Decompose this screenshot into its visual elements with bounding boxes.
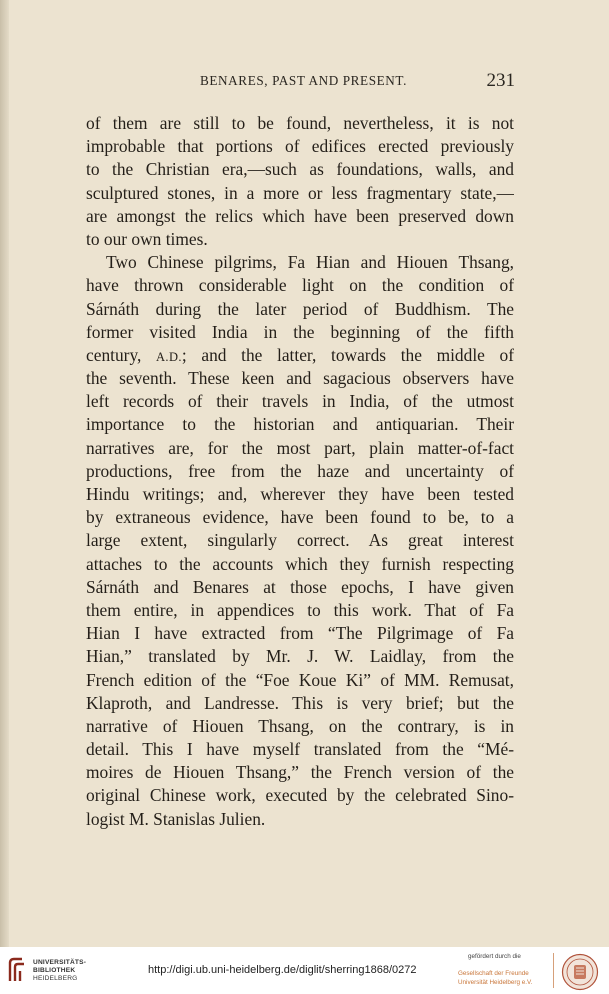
text-line (86, 182, 514, 205)
text-line (86, 506, 514, 529)
text-run: moires de Hiouen Thsang,” the French version of the (86, 762, 514, 783)
text-line (86, 622, 514, 645)
text-run: by extraneous evidence, have been found to be, to a (86, 507, 514, 528)
text-run: them entire, in appendices to this work. That of Fa (86, 599, 514, 620)
text-run: left records of their travels in India, of the utmost (86, 391, 514, 412)
text-line (86, 808, 514, 831)
text-run: French edition of the “Foe Koue Ki” of MM. Remusat, (86, 669, 514, 690)
text-run: of them are still to be found, nevertheless, it is not (86, 113, 514, 133)
body-text (86, 112, 514, 831)
text-run: to the Christian era,—such as foundations, walls, and (86, 159, 514, 180)
text-run: attaches to the accounts which they furnish respecting (86, 553, 514, 574)
text-run: improbable that portions of edifices erected previously (86, 136, 514, 157)
library-name (33, 959, 86, 984)
library-city: HEIDELBERG (33, 975, 78, 983)
text-run: narrative of Hiouen Thsang, on the contrary, is in (86, 715, 514, 736)
page-binding-edge (0, 0, 9, 947)
text-run: Sárnáth and Benares at those epochs, I have given (86, 576, 514, 597)
running-head: BENARES, PAST AND PRESENT. (200, 73, 407, 88)
text-line (86, 367, 514, 390)
text-line (86, 784, 514, 807)
funded-by-label: gefördert durch die (468, 953, 521, 960)
text-run: to our own times. (86, 228, 208, 249)
text-line (86, 715, 514, 738)
text-run: narratives are, for the most part, plain matter-of-fact (86, 437, 514, 458)
text-line (86, 483, 514, 506)
text-run: logist M. Stanislas Julien. (86, 808, 266, 829)
text-line (86, 460, 514, 483)
text-line (86, 274, 514, 297)
viewer-footer (0, 947, 609, 994)
text-run: Sárnáth during the later period of Buddhism. The (86, 298, 514, 319)
text-line (86, 437, 514, 460)
text-run: have thrown considerable light on the condition of (86, 275, 514, 296)
text-run: century, (86, 344, 156, 365)
text-line (86, 251, 514, 274)
text-run: sculptured stones, in a more or less fragmentary state,— (86, 182, 514, 203)
text-run: Hian I have extracted from “The Pilgrimage of Fa (86, 623, 514, 644)
funder-university: Universität Heidelberg e.V. (458, 979, 533, 986)
citation-url-link[interactable]: http://digi.ub.uni-heidelberg.de/diglit/sherring1868/0272 (148, 964, 417, 976)
text-line (86, 298, 514, 321)
text-run: original Chinese work, executed by the celebrated Sino- (86, 785, 514, 806)
text-run: Two Chinese pilgrims, Fa Hian and Hiouen Thsang, (106, 252, 514, 273)
text-line (86, 205, 514, 228)
text-line (86, 738, 514, 761)
text-run: Hindu writings; and, wherever they have been tested (86, 484, 514, 504)
funder-org: Gesellschaft der Freunde (458, 970, 529, 977)
text-line (86, 158, 514, 181)
text-line (86, 413, 514, 436)
text-line (86, 692, 514, 715)
text-line (86, 321, 514, 344)
text-run: productions, free from the haze and uncertainty of (86, 460, 514, 481)
text-line (86, 112, 514, 135)
text-run: Hian,” translated by Mr. J. W. Laidlay, from the (86, 646, 514, 667)
text-run: large extent, singularly correct. As great interest (86, 530, 514, 551)
text-line (86, 553, 514, 576)
university-seal-icon (561, 953, 599, 991)
text-line (86, 599, 514, 622)
text-run: detail. This I have myself translated from the “Mé- (86, 739, 514, 760)
library-logo-icon (6, 955, 28, 985)
text-line (86, 390, 514, 413)
text-line (86, 228, 514, 251)
text-run: ; and the latter, towards the middle of (181, 344, 514, 365)
text-line (86, 576, 514, 599)
footer-divider (553, 953, 554, 988)
library-name-line-2: BIBLIOTHEK (33, 967, 76, 975)
text-run: former visited India in the beginning of the fifth (86, 321, 514, 342)
text-line (86, 135, 514, 158)
text-line (86, 529, 514, 552)
text-run: importance to the historian and antiquarian. Their (86, 414, 514, 435)
page-number: 231 (486, 70, 515, 91)
text-line (86, 761, 514, 784)
text-line (86, 669, 514, 692)
text-line (86, 645, 514, 668)
small-caps-abbrev: A.D. (156, 349, 182, 364)
text-run: Klaproth, and Landresse. This is very brief; but the (86, 692, 514, 713)
text-line (86, 344, 514, 367)
library-name-line-1: UNIVERSITÄTS- (33, 959, 87, 966)
text-run: the seventh. These keen and sagacious observers have (86, 368, 514, 389)
text-run: are amongst the relics which have been preserved down (86, 205, 514, 226)
